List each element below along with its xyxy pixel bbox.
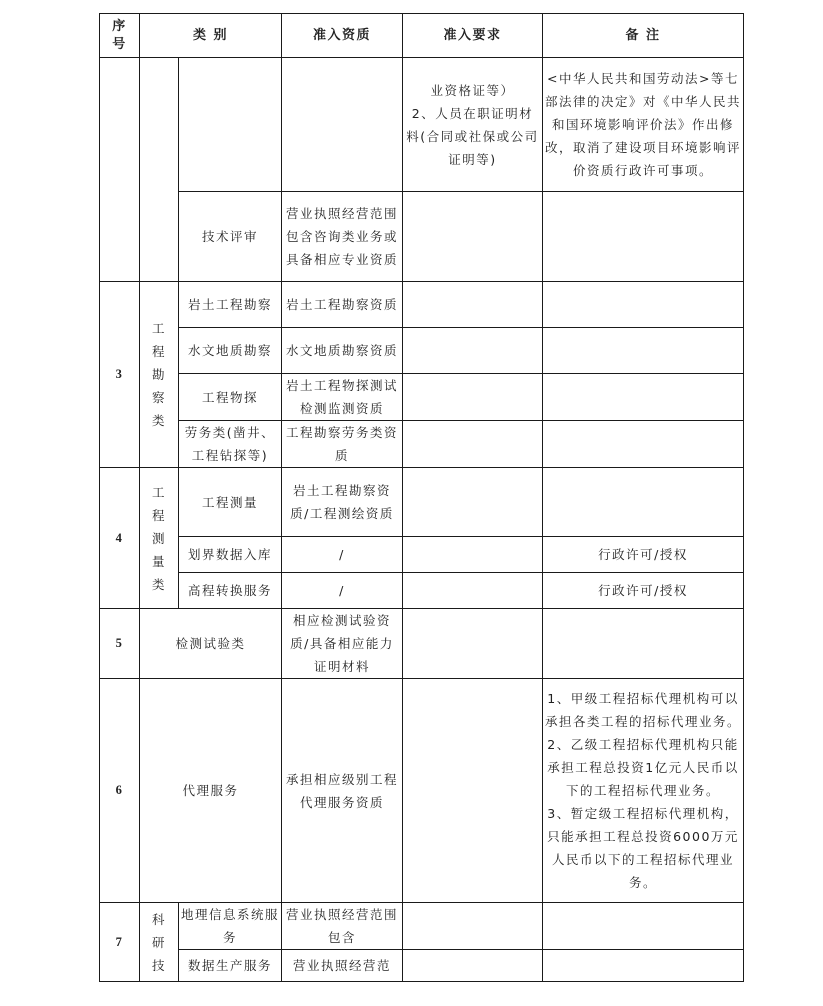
subcategory-cell: 高程转换服务	[179, 573, 282, 609]
qualification-cell: 岩土工程勘察资质	[282, 282, 403, 328]
seq-cell: 4	[100, 468, 140, 609]
remark-cell	[543, 421, 744, 468]
requirement-cell	[403, 374, 543, 421]
table-row	[100, 58, 744, 192]
category-cell: 检测试验类	[140, 609, 282, 679]
qualification-cell-empty	[282, 58, 403, 192]
table-row	[100, 328, 744, 374]
category-cell-empty	[140, 58, 179, 282]
remark-cell	[543, 903, 744, 950]
remark-cell	[543, 328, 744, 374]
requirement-cell	[403, 573, 543, 609]
requirement-cell: 业资格证等） 2、人员在职证明材料(合同或社保或公司证明等)	[403, 58, 543, 192]
table-row	[100, 903, 744, 950]
subcategory-cell: 地理信息系统服务	[179, 903, 282, 950]
requirement-cell	[403, 609, 543, 679]
requirement-cell	[403, 421, 543, 468]
category-cell: 工 程 测 量 类	[140, 468, 179, 609]
qualification-cell: /	[282, 537, 403, 573]
remark-cell	[543, 468, 744, 537]
table-row	[100, 679, 744, 903]
qualification-cell: 水文地质勘察资质	[282, 328, 403, 374]
qualification-cell: 承担相应级别工程代理服务资质	[282, 679, 403, 903]
subcategory-cell: 劳务类(凿井、工程钻探等)	[179, 421, 282, 468]
requirement-cell	[403, 903, 543, 950]
remark-cell	[543, 192, 744, 282]
header-category: 类 别	[140, 14, 282, 58]
qualification-cell: 相应检测试验资质/具备相应能力证明材料	[282, 609, 403, 679]
table-row	[100, 573, 744, 609]
requirement-cell	[403, 468, 543, 537]
subcategory-cell: 技术评审	[179, 192, 282, 282]
category-cell: 工 程 勘 察 类	[140, 282, 179, 468]
subcategory-cell: 工程测量	[179, 468, 282, 537]
remark-cell	[543, 950, 744, 982]
requirement-cell	[403, 950, 543, 982]
header-qualification: 准入资质	[282, 14, 403, 58]
seq-cell-empty	[100, 58, 140, 282]
table-header-row	[100, 14, 744, 58]
seq-cell: 7	[100, 903, 140, 982]
qualification-cell: /	[282, 573, 403, 609]
seq-cell: 5	[100, 609, 140, 679]
remark-cell	[543, 374, 744, 421]
subcategory-cell: 数据生产服务	[179, 950, 282, 982]
seq-cell: 3	[100, 282, 140, 468]
remark-item-1: 1、甲级工程招标代理机构可以承担各类工程的招标代理业务。	[545, 691, 742, 729]
remark-cell	[543, 609, 744, 679]
requirement-cell	[403, 192, 543, 282]
requirement-cell	[403, 537, 543, 573]
table-row	[100, 537, 744, 573]
subcategory-cell: 水文地质勘察	[179, 328, 282, 374]
table-row	[100, 609, 744, 679]
table-row	[100, 468, 744, 537]
remark-cell: 行政许可/授权	[543, 573, 744, 609]
header-remark: 备 注	[543, 14, 744, 58]
requirement-cell	[403, 282, 543, 328]
remark-cell: 行政许可/授权	[543, 537, 744, 573]
remark-cell: <中华人民共和国劳动法>等七部法律的决定》对《中华人民共和国环境影响评价法》作出修改，取消了建设项目环境影响评价资质行政许可事项。	[543, 58, 744, 192]
qualification-cell: 营业执照经营范	[282, 950, 403, 982]
remark-item-3: 3、暂定级工程招标代理机构，只能承担工程总投资6000万元人民币以下的工程招标代理业务。	[547, 806, 739, 890]
table-row	[100, 950, 744, 982]
category-cell: 代理服务	[140, 679, 282, 903]
qualification-cell: 营业执照经营范围包含咨询类业务或具备相应专业资质	[282, 192, 403, 282]
header-seq: 序 号	[100, 14, 140, 58]
requirement-cell	[403, 328, 543, 374]
table-row	[100, 421, 744, 468]
subcategory-cell: 岩土工程勘察	[179, 282, 282, 328]
qualification-table	[99, 13, 744, 982]
qualification-cell: 岩土工程勘察资质/工程测绘资质	[282, 468, 403, 537]
table-row	[100, 374, 744, 421]
subcategory-cell: 划界数据入库	[179, 537, 282, 573]
header-requirement: 准入要求	[403, 14, 543, 58]
remark-cell	[543, 679, 744, 903]
remark-item-2: 2、乙级工程招标代理机构只能承担工程总投资1亿元人民币以下的工程招标代理业务。	[547, 737, 739, 798]
qualification-cell: 工程勘察劳务类资质	[282, 421, 403, 468]
qualification-cell: 岩土工程物探测试检测监测资质	[282, 374, 403, 421]
category-cell: 科 研 技	[140, 903, 179, 982]
table-row	[100, 282, 744, 328]
qualification-cell: 营业执照经营范围包含	[282, 903, 403, 950]
subcategory-cell-empty	[179, 58, 282, 192]
requirement-cell	[403, 679, 543, 903]
seq-cell: 6	[100, 679, 140, 903]
subcategory-cell: 工程物探	[179, 374, 282, 421]
table-row	[100, 192, 744, 282]
remark-cell	[543, 282, 744, 328]
